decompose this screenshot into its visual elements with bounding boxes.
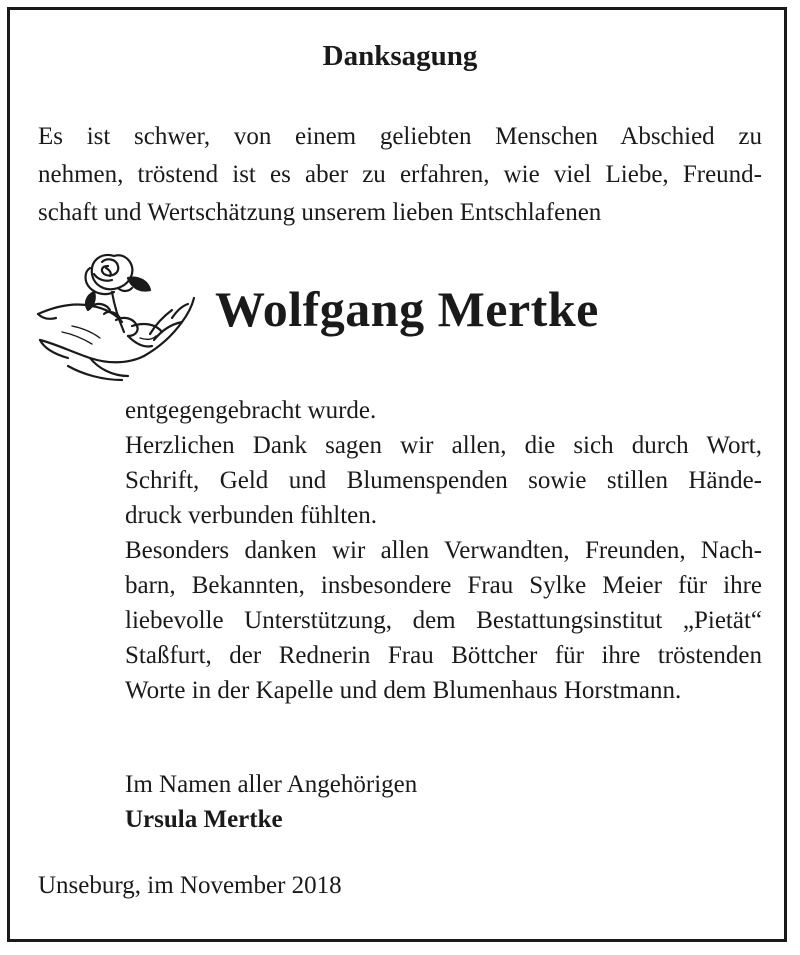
notice-heading: Danksagung: [322, 40, 478, 72]
body-line: entgegengebracht wurde.: [125, 397, 377, 424]
signoff-block: [125, 767, 417, 837]
signature-name: Ursula Mertke: [125, 806, 283, 833]
body-line: Herzlichen Dank sagen wir allen, die sich durch Wort,: [125, 432, 762, 459]
body-line: Worte in der Kapelle und dem Blumenhaus Horstmann.: [125, 677, 682, 704]
intro-line: Es ist schwer, von einem geliebten Menschen Abschied zu: [38, 123, 762, 150]
body-line: barn, Bekannten, insbesondere Frau Sylke Meier für ihre: [125, 572, 762, 599]
intro-line: nehmen, tröstend ist es aber zu erfahren, wie viel Liebe, Freund-: [38, 161, 762, 188]
body-line: Staßfurt, der Rednerin Frau Böttcher für ihre tröstenden: [125, 642, 762, 669]
rose-in-hands-icon: [32, 248, 200, 384]
deceased-name: Wolfgang Mertke: [215, 281, 599, 337]
body-line: druck verbunden fühlten.: [125, 502, 378, 529]
body-line: Besonders danken wir allen Verwandten, Freunden, Nach-: [125, 537, 762, 564]
intro-line: schaft und Wertschätzung unserem lieben Entschlafenen: [38, 199, 602, 226]
body-paragraph: [125, 393, 762, 708]
signoff-line: Im Namen aller Angehörigen: [125, 771, 418, 798]
body-line: Schrift, Geld und Blumenspenden sowie stillen Hände-: [125, 467, 762, 494]
place-date: Unseburg, im November 2018: [38, 872, 342, 899]
intro-paragraph: [38, 118, 762, 232]
body-line: liebevolle Unterstützung, dem Bestattungsinstitut „Pietät“: [125, 607, 762, 634]
rose-icon: [86, 255, 151, 332]
